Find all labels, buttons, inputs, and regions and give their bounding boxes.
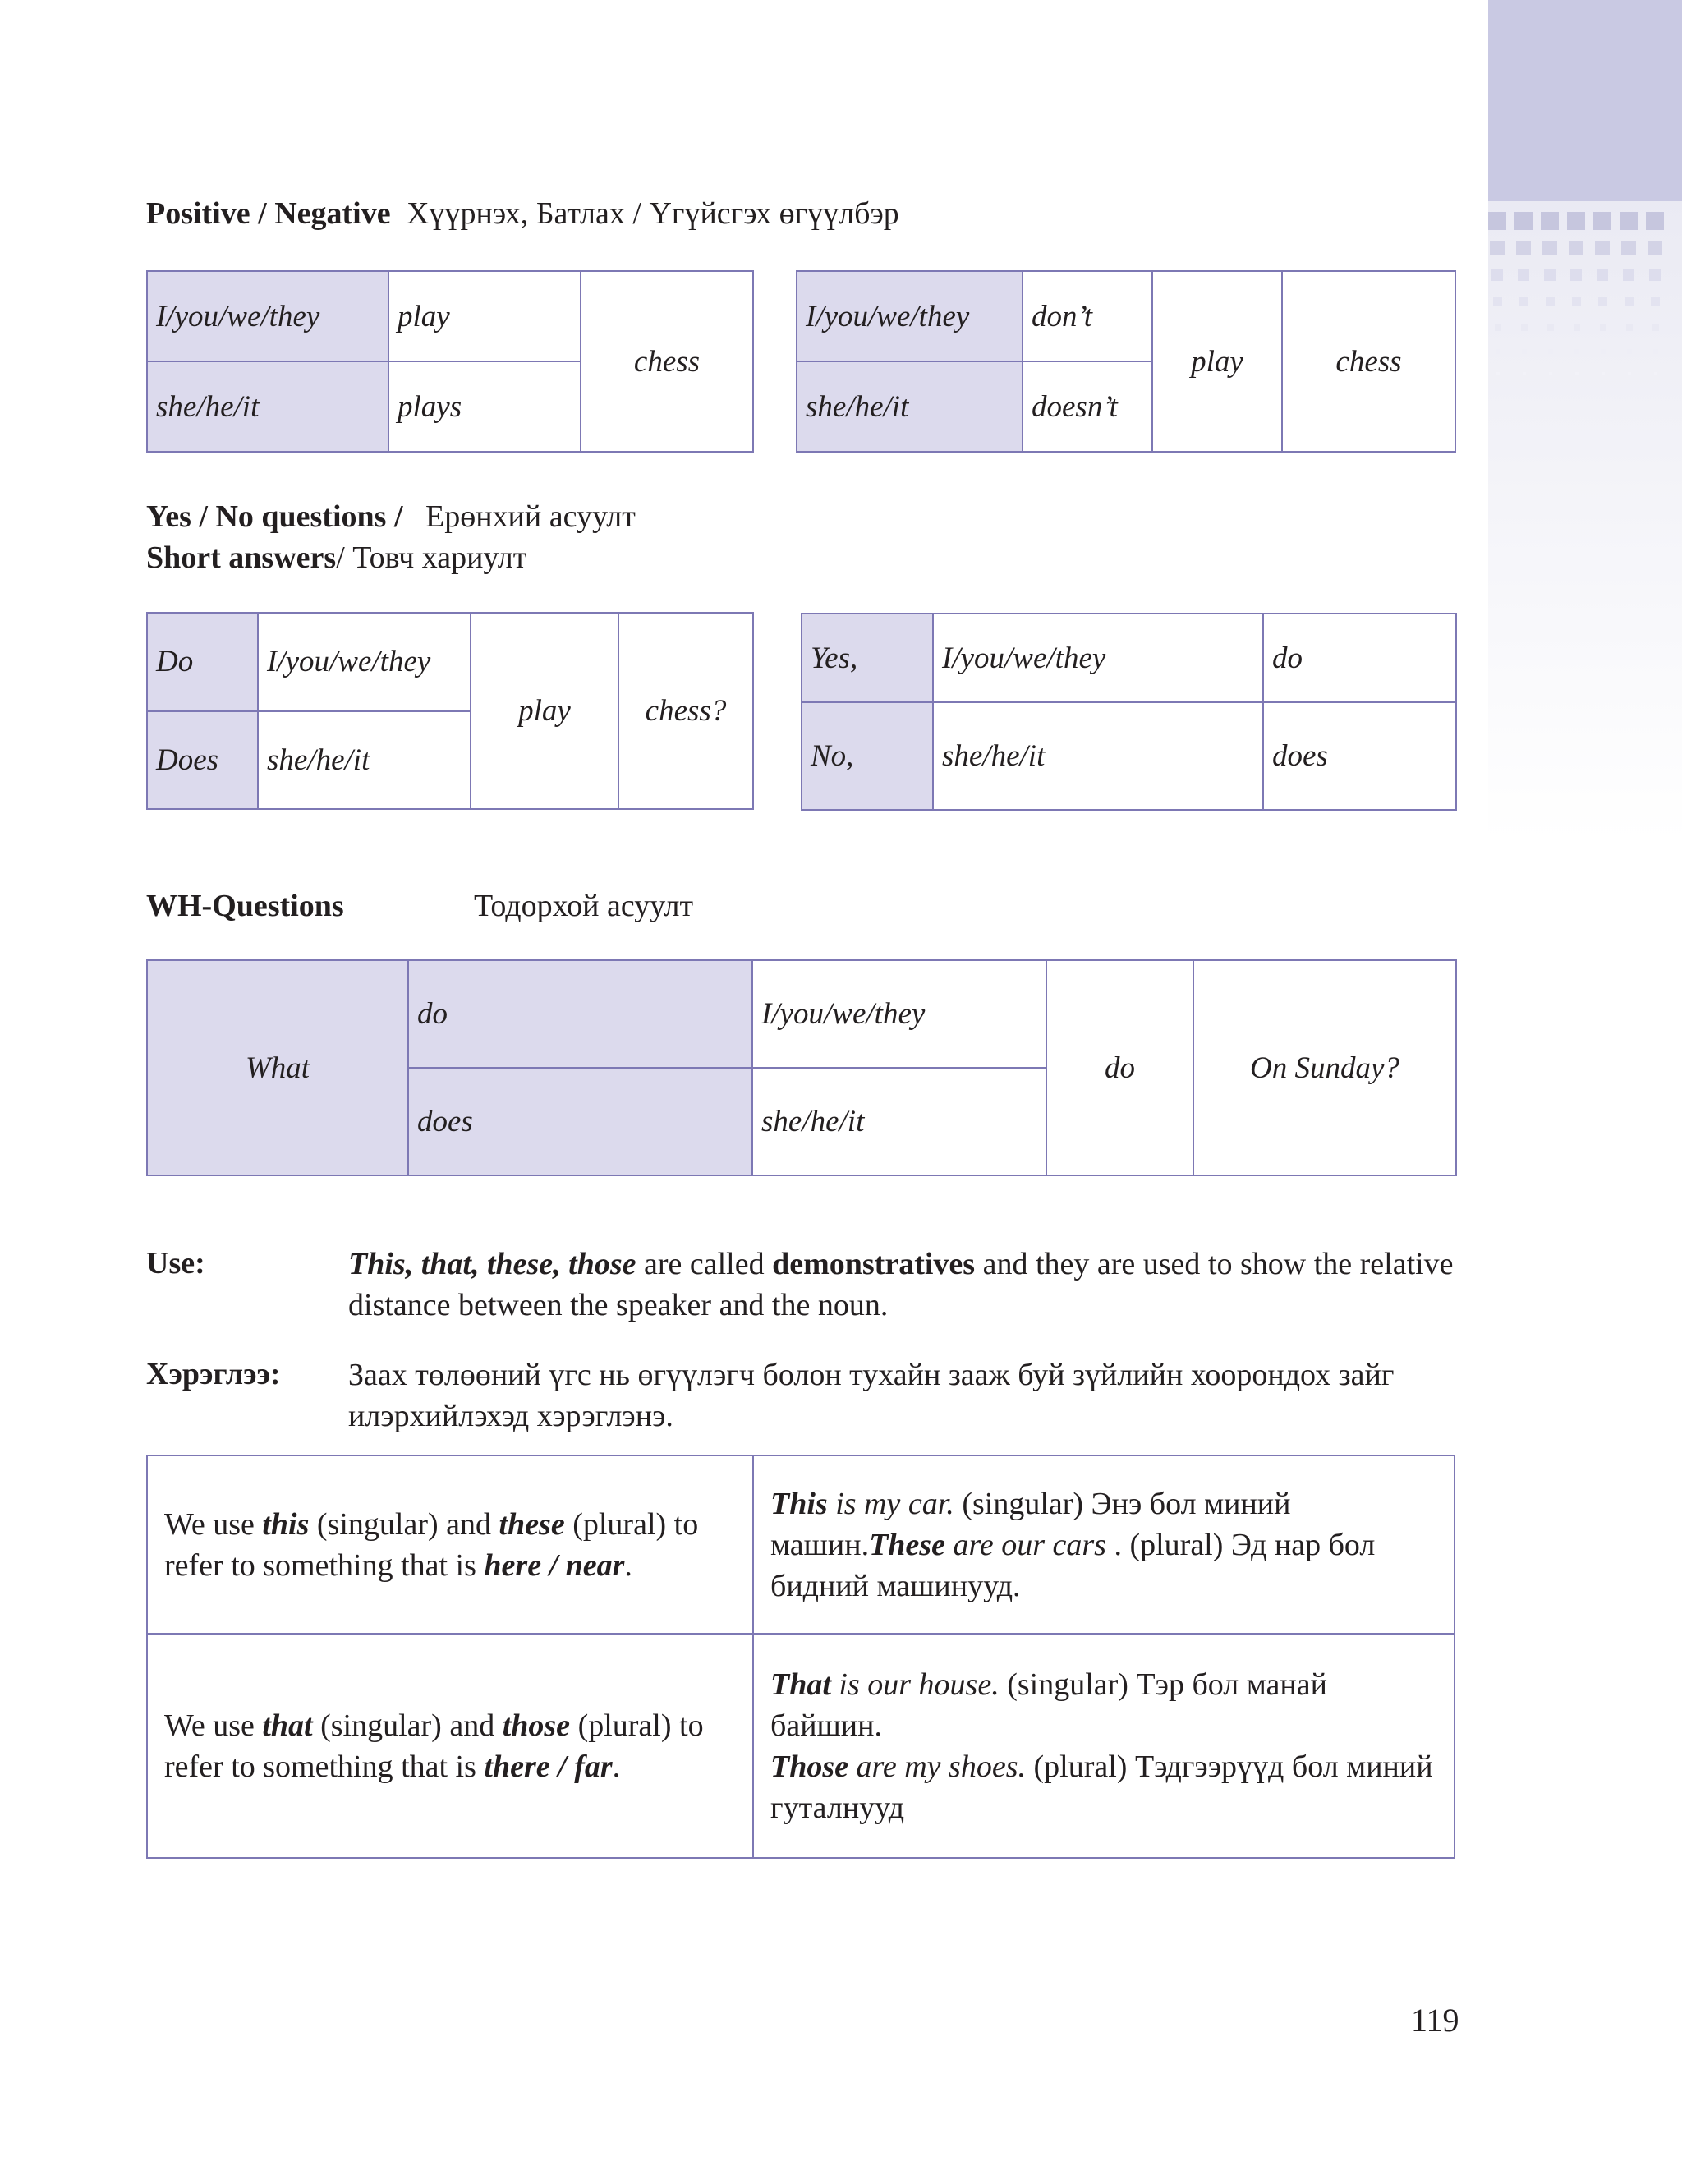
rule-cell: We use this (singular) and these (plural) to refer to something that is here / near.	[147, 1455, 753, 1634]
heading-translation: / Товч хариулт	[336, 540, 527, 575]
aux-cell: don’t	[1023, 271, 1152, 361]
object-cell: chess	[1282, 271, 1455, 452]
positive-table	[146, 270, 754, 453]
time-cell: On Sunday?	[1193, 960, 1456, 1175]
positive-negative-heading	[146, 195, 899, 232]
verb-cell: do	[1046, 960, 1193, 1175]
wh-table	[146, 959, 1457, 1176]
subject-cell: she/he/it	[147, 361, 388, 452]
use-paragraph	[348, 1244, 1465, 1326]
wh-heading-translation: Тодорхой асуулт	[474, 889, 694, 923]
subject-cell: she/he/it	[752, 1068, 1046, 1175]
wh-word-cell: What	[147, 960, 408, 1175]
example-cell: That is our house. (singular) Тэр бол манай байшин. Those are my shoes. (plural) Тэдгээрүүд бол миний гуталнууд	[753, 1634, 1455, 1858]
usage-paragraph: Заах төлөөний үгс нь өгүүлэгч болон тухайн зааж буй зүйлийн хоорондох зайг илэрхийлэхэд хэрэглэнэ.	[348, 1358, 1395, 1433]
subject-cell: I/you/we/they	[933, 614, 1263, 702]
aux-cell: doesn’t	[1023, 361, 1152, 452]
verb-cell: plays	[388, 361, 581, 452]
subject-cell: I/you/we/they	[258, 613, 471, 711]
negative-table	[796, 270, 1456, 453]
corner-decoration-band	[1488, 0, 1682, 201]
question-table	[146, 612, 754, 810]
heading-translation: Хүүрнэх, Батлах / Үгүйсгэх өгүүлбэр	[407, 196, 899, 231]
answer-word-cell: Yes,	[802, 614, 933, 702]
subject-cell: I/you/we/they	[797, 271, 1023, 361]
use-label: Use:	[146, 1246, 205, 1281]
verb-cell: play	[471, 613, 618, 809]
rule-cell: We use that (singular) and those (plural) to refer to something that is there / far.	[147, 1634, 753, 1858]
aux-cell: Do	[147, 613, 258, 711]
aux-cell: does	[1263, 702, 1456, 810]
heading-translation: Ерөнхий асуулт	[425, 499, 636, 534]
heading-bold: Positive / Negative	[146, 196, 391, 231]
demonstrative-words: This, that, these, those	[348, 1247, 636, 1281]
subject-cell: she/he/it	[797, 361, 1023, 452]
use-text: are called	[636, 1247, 773, 1281]
aux-cell: Does	[147, 711, 258, 810]
heading-bold: Yes / No questions /	[146, 499, 403, 534]
answer-table	[801, 613, 1457, 811]
subject-cell: I/you/we/they	[752, 960, 1046, 1068]
verb-cell: play	[388, 271, 581, 361]
yes-no-heading	[146, 499, 636, 535]
answer-word-cell: No,	[802, 702, 933, 810]
verb-cell: play	[1152, 271, 1282, 452]
demonstratives-table	[146, 1455, 1455, 1859]
heading-bold: WH-Questions	[146, 889, 344, 923]
corner-dot-grid	[1488, 212, 1682, 393]
use-text: and they are used to show the relative distance between the speaker and the noun.	[348, 1247, 1454, 1322]
bold-term: demonstratives	[772, 1247, 976, 1281]
usage-label: Хэрэглээ:	[146, 1357, 281, 1391]
aux-cell: do	[408, 960, 752, 1068]
subject-cell: she/he/it	[933, 702, 1263, 810]
subject-cell: I/you/we/they	[147, 271, 388, 361]
example-cell: This is my car. (singular) Энэ бол миний машин.These are our cars . (plural) Эд нар бол бидний машинууд.	[753, 1455, 1455, 1634]
object-cell: chess	[581, 271, 753, 452]
object-cell: chess?	[618, 613, 753, 809]
heading-bold: Short answers	[146, 540, 337, 575]
wh-heading	[146, 888, 344, 924]
aux-cell: do	[1263, 614, 1456, 702]
short-answers-heading	[146, 540, 526, 576]
page-number: 119	[1411, 2002, 1459, 2039]
aux-cell: does	[408, 1068, 752, 1175]
subject-cell: she/he/it	[258, 711, 471, 810]
